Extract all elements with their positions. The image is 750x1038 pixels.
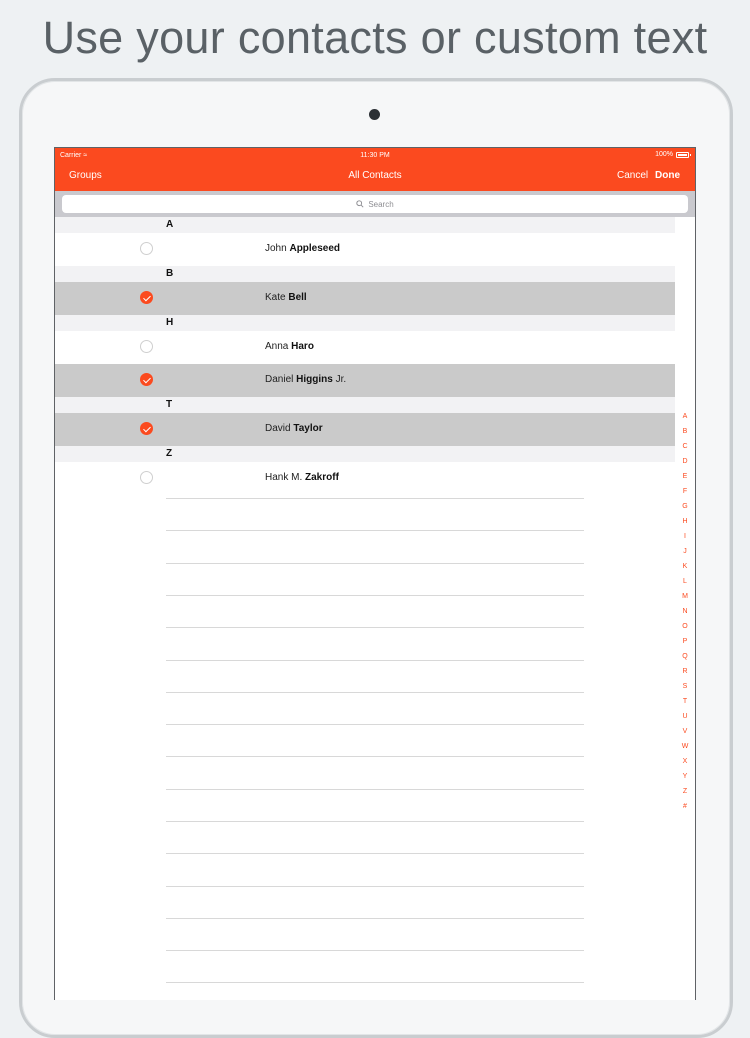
index-letter[interactable]: M — [682, 593, 688, 600]
separator-line — [166, 660, 584, 661]
done-button[interactable]: Done — [655, 170, 680, 181]
separator-line — [166, 498, 584, 499]
section-letter: A — [166, 219, 174, 230]
carrier-label: Carrier — [60, 152, 82, 159]
camera-icon — [369, 109, 380, 120]
separator-line — [166, 692, 584, 693]
separator-line — [166, 724, 584, 725]
unchecked-circle-icon[interactable] — [140, 340, 153, 353]
section-header — [55, 397, 675, 413]
section-letter: T — [166, 399, 173, 410]
section-letter: B — [166, 268, 174, 279]
contact-name: Kate Bell — [265, 292, 307, 303]
index-letter[interactable]: T — [682, 698, 688, 705]
index-letter[interactable]: B — [682, 428, 688, 435]
index-letter[interactable]: X — [682, 758, 688, 765]
checkmark-circle-icon[interactable] — [140, 422, 153, 435]
device-screen — [54, 147, 696, 1000]
index-letter[interactable]: P — [682, 638, 688, 645]
search-input[interactable] — [62, 195, 688, 213]
cancel-button[interactable]: Cancel — [617, 170, 649, 181]
separator-line — [166, 789, 584, 790]
separator-line — [166, 918, 584, 919]
unchecked-circle-icon[interactable] — [140, 471, 153, 484]
index-letter[interactable]: W — [681, 743, 689, 750]
battery-label: 100% — [655, 151, 673, 158]
groups-button[interactable]: Groups — [69, 170, 102, 181]
separator-line — [166, 950, 584, 951]
contact-row[interactable] — [55, 413, 675, 446]
contact-row[interactable] — [55, 462, 675, 495]
search-bar — [55, 191, 695, 217]
index-letter[interactable]: U — [682, 713, 688, 720]
index-letter[interactable]: E — [682, 473, 688, 480]
index-letter[interactable]: O — [682, 623, 688, 630]
contact-row[interactable] — [55, 233, 675, 266]
contact-name: Anna Haro — [265, 341, 314, 352]
contacts-list — [55, 217, 675, 495]
index-letter[interactable]: I — [684, 533, 686, 540]
index-letter[interactable]: # — [683, 803, 687, 810]
index-letter[interactable]: C — [682, 443, 688, 450]
section-letter: Z — [166, 448, 173, 459]
status-time: 11:30 PM — [360, 152, 390, 159]
status-battery — [655, 151, 689, 158]
contact-name: John Appleseed — [265, 243, 341, 254]
index-letter[interactable]: J — [683, 548, 687, 555]
separator-line — [166, 595, 584, 596]
separator-line — [166, 982, 584, 983]
checkmark-circle-icon[interactable] — [140, 373, 153, 386]
separator-line — [166, 563, 584, 564]
index-letter[interactable]: G — [682, 503, 688, 510]
index-letter[interactable]: D — [682, 458, 688, 465]
separator-line — [166, 886, 584, 887]
index-letter[interactable]: S — [682, 683, 688, 690]
separator-line — [166, 530, 584, 531]
section-header — [55, 266, 675, 282]
contact-name: David Taylor — [265, 423, 323, 434]
index-letter[interactable]: K — [682, 563, 688, 570]
contact-row[interactable] — [55, 282, 675, 315]
unchecked-circle-icon[interactable] — [140, 242, 153, 255]
separator-line — [166, 821, 584, 822]
contact-row[interactable] — [55, 331, 675, 364]
index-letter[interactable]: H — [682, 518, 688, 525]
index-letter[interactable]: A — [682, 413, 688, 420]
contact-name: Daniel Higgins Jr. — [265, 374, 347, 385]
headline: Use your contacts or custom text — [42, 12, 708, 63]
section-letter: H — [166, 317, 174, 328]
section-header — [55, 315, 675, 331]
index-letter[interactable]: F — [682, 488, 688, 495]
separator-line — [166, 627, 584, 628]
wifi-icon: ≈ — [83, 152, 88, 159]
section-header — [55, 446, 675, 462]
section-header — [55, 217, 675, 233]
checkmark-circle-icon[interactable] — [140, 291, 153, 304]
search-placeholder: Search — [368, 199, 394, 209]
separator-line — [166, 853, 584, 854]
contact-name: Hank M. Zakroff — [265, 472, 339, 483]
index-letter[interactable]: L — [683, 578, 687, 585]
index-letter[interactable]: Y — [682, 773, 688, 780]
index-letter[interactable]: V — [682, 728, 688, 735]
search-icon — [356, 200, 364, 208]
battery-icon — [676, 152, 689, 158]
index-letter[interactable]: R — [682, 668, 688, 675]
page-title: All Contacts — [348, 170, 402, 181]
index-letter[interactable]: Q — [682, 653, 688, 660]
index-letter[interactable]: N — [682, 608, 688, 615]
navigation-bar — [55, 148, 695, 191]
separator-line — [166, 756, 584, 757]
section-index[interactable] — [675, 409, 695, 814]
contact-row[interactable] — [55, 364, 675, 397]
index-letter[interactable]: Z — [682, 788, 688, 795]
